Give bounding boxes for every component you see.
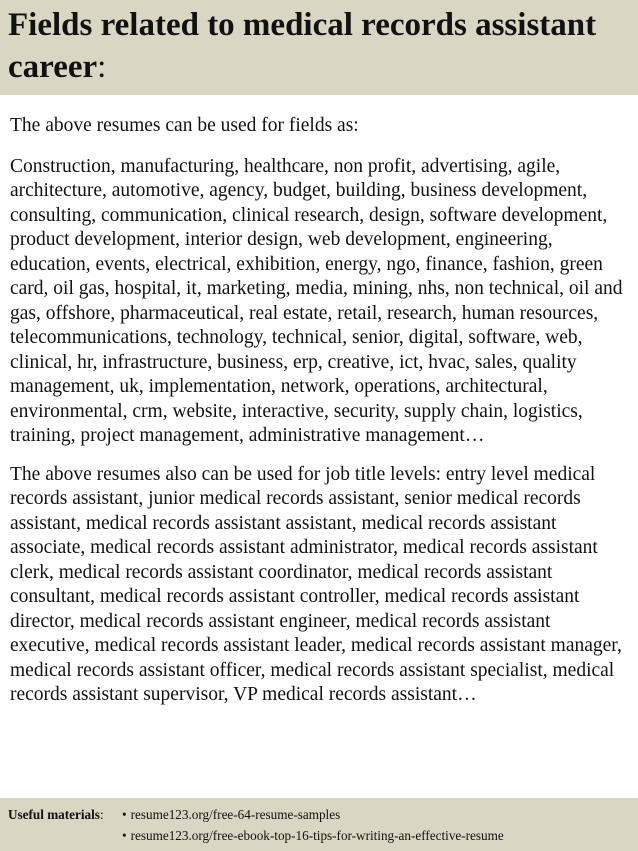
page-title — [8, 4, 630, 88]
footer-link-ebook[interactable]: resume123.org/free-ebook-top-16-tips-for-writing-an-effective-resume — [130, 828, 504, 843]
useful-materials-label-colon: : — [99, 807, 104, 822]
useful-materials-label — [8, 804, 122, 825]
bullet-icon: • — [122, 828, 127, 843]
footer-link-item — [122, 825, 504, 846]
page-title-text: Fields related to medical records assistant career — [8, 7, 597, 85]
page-title-colon: : — [97, 49, 107, 85]
footer-row-1 — [8, 804, 638, 825]
useful-materials-label-text: Useful materials — [8, 807, 100, 822]
intro-text: The above resumes can be used for fields as: — [10, 115, 359, 136]
footer-link-resume-samples[interactable]: resume123.org/free-64-resume-samples — [130, 807, 341, 822]
job-levels-paragraph: The above resumes also can be used for job title levels: entry level medical records assistant, junior medical records assistant, senior medical records assistant, medical records assistant assistant, medical records assistant associate, medical records assistant administrator, medical records assistant clerk, medical records assistant coordinator, medical records assistant consultant, medical records assistant controller, medical records assistant director, medical records assistant engineer, medical records assistant executive, medical records assistant leader, medical records assistant manager, medical records assistant officer, medical records assistant specialist, medical records assistant supervisor, VP medical records assistant… — [10, 463, 622, 705]
bullet-icon: • — [122, 807, 127, 822]
footer-link-item — [122, 804, 340, 825]
main-content — [10, 114, 634, 708]
footer-band — [0, 798, 638, 851]
footer-row-2 — [8, 825, 638, 846]
footer-spacer — [8, 825, 122, 846]
header-band — [0, 0, 638, 95]
fields-list-paragraph: Construction, manufacturing, healthcare, non profit, advertising, agile, architecture, automotive, agency, budget, building, business development, consulting, communication, clinical research, design, software development, product development, interior design, web development, engineering, education, events, electrical, exhibition, energy, ngo, finance, fashion, green card, oil gas, hospital, it, marketing, media, mining, nhs, non technical, oil and gas, offshore, pharmaceutical, real estate, retail, research, human resources, telecommunications, technology, technical, senior, digital, software, web, clinical, hr, infrastructure, business, erp, creative, ict, hvac, sales, quality management, uk, implementation, network, operations, architectural, environmental, crm, website, interactive, security, supply chain, logistics, training, project management, administrative management… — [10, 155, 623, 446]
